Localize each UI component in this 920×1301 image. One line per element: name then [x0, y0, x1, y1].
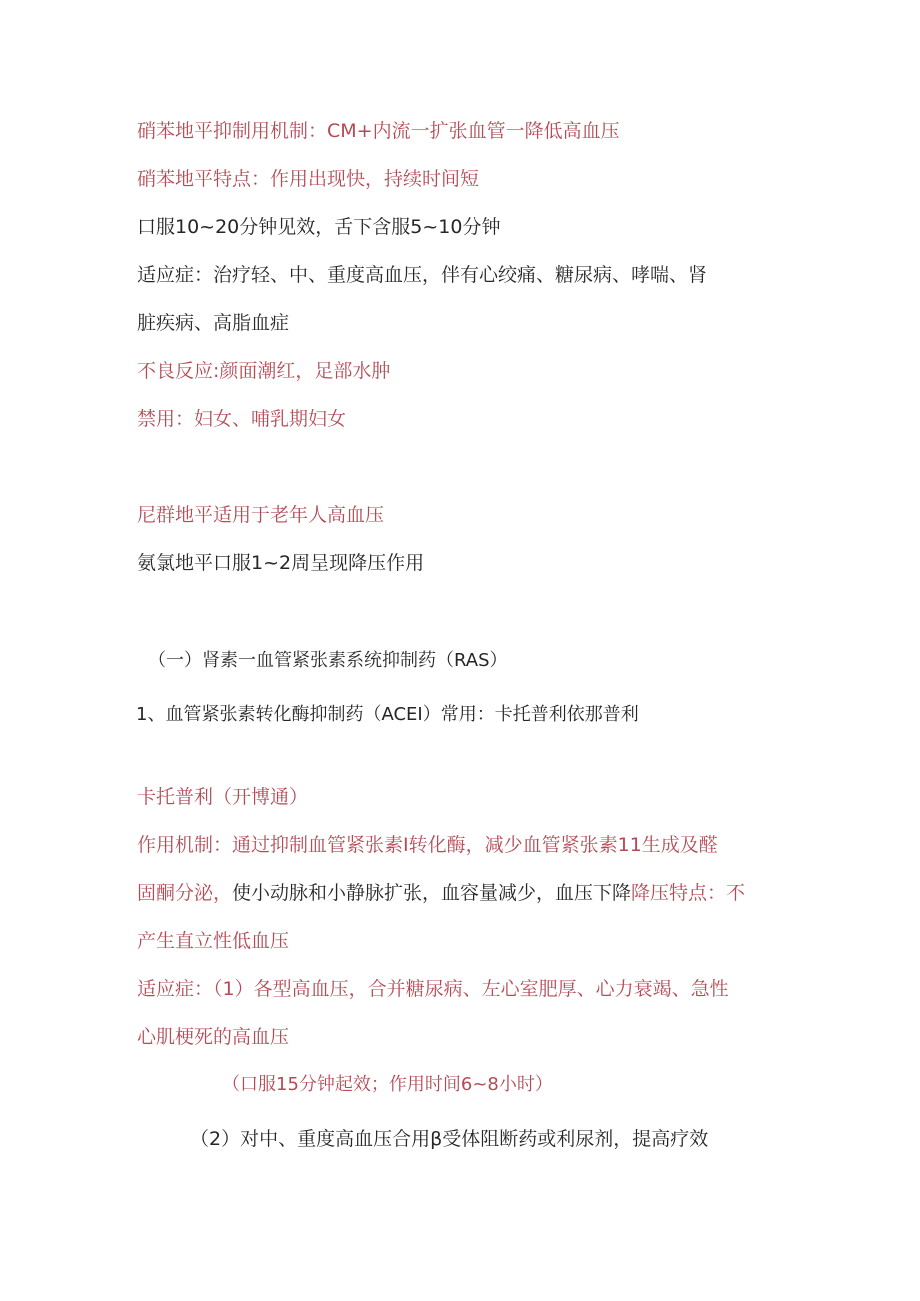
subsection-heading-acei: 1、血管紧张素转化酶抑制药（ACEI）常用：卡托普利依那普利	[136, 704, 639, 725]
text-line-indications-cont: 脏疾病、高脂血症	[137, 312, 290, 334]
text-line-indications-1-cont: 心肌梗死的高血压	[137, 1026, 290, 1048]
text-line-indications: 适应症：治疗轻、中、重度高血压，伴有心绞痛、糖尿病、哮喘、肾	[137, 264, 708, 286]
text-line-adverse-reactions: 不良反应:颜面潮红，足部水肿	[137, 360, 391, 382]
text-line-mechanism: 作用机制：通过抑制血管紧张素Ⅰ转化酶，减少血管紧张素11生成及醛	[137, 834, 718, 856]
text-line-nifedipine-features: 硝苯地平特点：作用出现快，持续时间短	[137, 168, 480, 190]
text-line-oral-duration: （口服15分钟起效；作用时间6~8小时）	[222, 1074, 553, 1095]
text-line-indications-2: （2）对中、重度高血压合用β受体阻断药或利尿剂，提高疗效	[190, 1128, 709, 1150]
text-line-contraindications: 禁用：妇女、哺乳期妇女	[137, 408, 347, 430]
text-line-nitrendipine: 尼群地平适用于老年人高血压	[137, 504, 385, 526]
text-span-aldosterone: 固酮分泌，	[137, 882, 233, 904]
text-span-features: 降压特点：不	[631, 882, 746, 904]
text-line-nifedipine-mechanism: 硝苯地平抑制用机制：CM+内流一扩张血管一降低高血压	[137, 120, 620, 142]
text-line-amlodipine: 氨氯地平口服1~2周呈现降压作用	[137, 552, 425, 574]
text-line-mechanism-cont	[137, 880, 745, 906]
text-span-vasodilation: 使小动脉和小静脉扩张，血容量减少，血压下降	[232, 882, 632, 904]
text-line-captopril: 卡托普利（开博通）	[137, 786, 309, 808]
section-heading-ras: （一）肾素一血管紧张素系统抑制药（RAS）	[148, 650, 508, 671]
text-line-indications-1: 适应症：（1）各型高血压，合并糖尿病、左心室肥厚、心力衰竭、急性	[137, 978, 729, 1000]
text-line-no-orthostatic: 产生直立性低血压	[137, 930, 290, 952]
text-line-oral-onset: 口服10~20分钟见效，舌下含服5~10分钟	[137, 216, 501, 238]
